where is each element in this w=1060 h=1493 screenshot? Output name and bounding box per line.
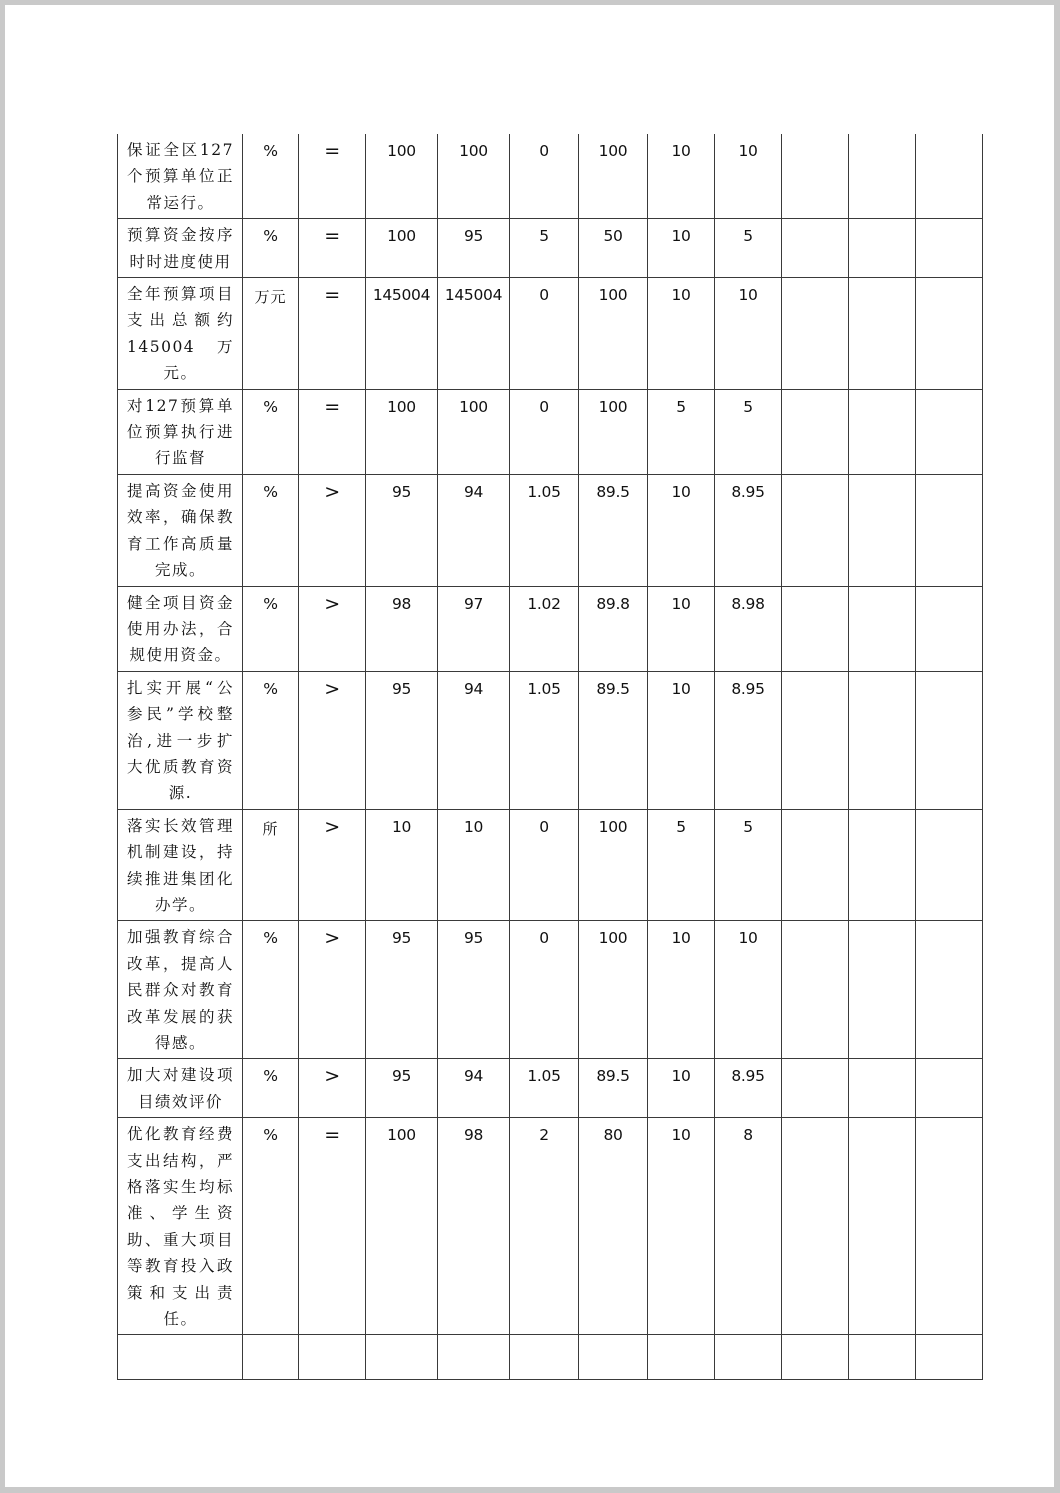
empty-cell bbox=[916, 474, 983, 586]
value-cell-v3: 0 bbox=[510, 134, 579, 219]
value-cell-v2: 100 bbox=[438, 134, 510, 219]
value-cell-v2: 98 bbox=[438, 1118, 510, 1335]
value-cell-v5: 10 bbox=[648, 474, 715, 586]
indicator-description-cell: 预算资金按序时时进度使用 bbox=[118, 219, 243, 278]
value-cell-v3: 0 bbox=[510, 921, 579, 1059]
empty-cell bbox=[782, 134, 849, 219]
empty-cell bbox=[782, 219, 849, 278]
indicator-description-cell: 提高资金使用效率，确保教育工作高质量完成。 bbox=[118, 474, 243, 586]
comparison-cell: = bbox=[299, 219, 366, 278]
value-cell-v1: 100 bbox=[366, 219, 438, 278]
value-cell-v3: 0 bbox=[510, 278, 579, 390]
empty-cell bbox=[849, 278, 916, 390]
value-cell-v1: 100 bbox=[366, 1118, 438, 1335]
value-cell-v1: 145004 bbox=[366, 278, 438, 390]
comparison-cell: = bbox=[299, 389, 366, 474]
table-body bbox=[118, 134, 983, 1380]
empty-cell bbox=[782, 809, 849, 921]
value-cell-v5: 10 bbox=[648, 219, 715, 278]
value-cell-v3: 0 bbox=[510, 389, 579, 474]
indicator-description-cell: 保证全区127个预算单位正常运行。 bbox=[118, 134, 243, 219]
value-cell-v4: 89.5 bbox=[579, 671, 648, 809]
value-cell-v5: 10 bbox=[648, 1118, 715, 1335]
comparison-cell: > bbox=[299, 809, 366, 921]
value-cell-v6: 8.98 bbox=[715, 586, 782, 671]
blank-row bbox=[118, 1335, 983, 1380]
unit-cell: % bbox=[243, 586, 299, 671]
value-cell-v6: 8.95 bbox=[715, 474, 782, 586]
indicator-description-cell: 全年预算项目支出总额约145004万元。 bbox=[118, 278, 243, 390]
empty-cell bbox=[849, 809, 916, 921]
table-row bbox=[118, 671, 983, 809]
empty-cell bbox=[849, 134, 916, 219]
empty-cell bbox=[579, 1335, 648, 1380]
value-cell-v6: 8 bbox=[715, 1118, 782, 1335]
empty-cell bbox=[916, 278, 983, 390]
empty-cell bbox=[782, 278, 849, 390]
value-cell-v4: 50 bbox=[579, 219, 648, 278]
value-cell-v3: 1.05 bbox=[510, 671, 579, 809]
empty-cell bbox=[438, 1335, 510, 1380]
value-cell-v4: 100 bbox=[579, 278, 648, 390]
value-cell-v4: 89.5 bbox=[579, 1059, 648, 1118]
empty-cell bbox=[916, 389, 983, 474]
value-cell-v5: 10 bbox=[648, 671, 715, 809]
value-cell-v5: 10 bbox=[648, 134, 715, 219]
value-cell-v2: 97 bbox=[438, 586, 510, 671]
value-cell-v5: 5 bbox=[648, 809, 715, 921]
empty-cell bbox=[849, 1335, 916, 1380]
table-row bbox=[118, 474, 983, 586]
empty-cell bbox=[916, 586, 983, 671]
empty-cell bbox=[849, 219, 916, 278]
value-cell-v6: 5 bbox=[715, 219, 782, 278]
empty-cell bbox=[118, 1335, 243, 1380]
unit-cell: % bbox=[243, 389, 299, 474]
value-cell-v6: 5 bbox=[715, 809, 782, 921]
value-cell-v2: 95 bbox=[438, 219, 510, 278]
indicator-description-cell: 对127预算单位预算执行进行监督 bbox=[118, 389, 243, 474]
empty-cell bbox=[849, 474, 916, 586]
empty-cell bbox=[782, 389, 849, 474]
table-row bbox=[118, 1118, 983, 1335]
value-cell-v6: 5 bbox=[715, 389, 782, 474]
table-row bbox=[118, 389, 983, 474]
empty-cell bbox=[782, 1335, 849, 1380]
value-cell-v2: 145004 bbox=[438, 278, 510, 390]
unit-cell: % bbox=[243, 219, 299, 278]
value-cell-v4: 100 bbox=[579, 134, 648, 219]
indicator-description-cell: 扎实开展“公参民”学校整治,进一步扩大优质教育资源. bbox=[118, 671, 243, 809]
comparison-cell: > bbox=[299, 474, 366, 586]
value-cell-v3: 0 bbox=[510, 809, 579, 921]
value-cell-v3: 1.05 bbox=[510, 474, 579, 586]
empty-cell bbox=[299, 1335, 366, 1380]
table-row bbox=[118, 219, 983, 278]
empty-cell bbox=[849, 1118, 916, 1335]
empty-cell bbox=[849, 1059, 916, 1118]
empty-cell bbox=[849, 671, 916, 809]
value-cell-v2: 10 bbox=[438, 809, 510, 921]
value-cell-v4: 100 bbox=[579, 389, 648, 474]
value-cell-v4: 100 bbox=[579, 809, 648, 921]
unit-cell: % bbox=[243, 671, 299, 809]
empty-cell bbox=[916, 1118, 983, 1335]
value-cell-v2: 100 bbox=[438, 389, 510, 474]
empty-cell bbox=[715, 1335, 782, 1380]
value-cell-v6: 10 bbox=[715, 134, 782, 219]
empty-cell bbox=[916, 134, 983, 219]
empty-cell bbox=[782, 474, 849, 586]
empty-cell bbox=[510, 1335, 579, 1380]
empty-cell bbox=[849, 586, 916, 671]
empty-cell bbox=[782, 1118, 849, 1335]
comparison-cell: > bbox=[299, 921, 366, 1059]
value-cell-v6: 8.95 bbox=[715, 1059, 782, 1118]
table-row bbox=[118, 921, 983, 1059]
value-cell-v1: 100 bbox=[366, 389, 438, 474]
value-cell-v3: 2 bbox=[510, 1118, 579, 1335]
table-row bbox=[118, 1059, 983, 1118]
unit-cell: % bbox=[243, 134, 299, 219]
unit-cell: % bbox=[243, 1118, 299, 1335]
value-cell-v5: 10 bbox=[648, 921, 715, 1059]
empty-cell bbox=[782, 921, 849, 1059]
indicator-description-cell: 加强教育综合改革，提高人民群众对教育改革发展的获得感。 bbox=[118, 921, 243, 1059]
empty-cell bbox=[243, 1335, 299, 1380]
unit-cell: 所 bbox=[243, 809, 299, 921]
empty-cell bbox=[648, 1335, 715, 1380]
value-cell-v2: 94 bbox=[438, 474, 510, 586]
value-cell-v2: 94 bbox=[438, 671, 510, 809]
value-cell-v3: 1.02 bbox=[510, 586, 579, 671]
value-cell-v4: 100 bbox=[579, 921, 648, 1059]
unit-cell: % bbox=[243, 1059, 299, 1118]
value-cell-v1: 95 bbox=[366, 671, 438, 809]
comparison-cell: = bbox=[299, 1118, 366, 1335]
empty-cell bbox=[782, 671, 849, 809]
value-cell-v1: 100 bbox=[366, 134, 438, 219]
value-cell-v6: 10 bbox=[715, 921, 782, 1059]
comparison-cell: = bbox=[299, 134, 366, 219]
comparison-cell: = bbox=[299, 278, 366, 390]
comparison-cell: > bbox=[299, 671, 366, 809]
comparison-cell: > bbox=[299, 1059, 366, 1118]
unit-cell: % bbox=[243, 474, 299, 586]
value-cell-v2: 94 bbox=[438, 1059, 510, 1118]
empty-cell bbox=[916, 671, 983, 809]
empty-cell bbox=[916, 1059, 983, 1118]
value-cell-v1: 95 bbox=[366, 474, 438, 586]
value-cell-v2: 95 bbox=[438, 921, 510, 1059]
value-cell-v4: 89.5 bbox=[579, 474, 648, 586]
empty-cell bbox=[782, 586, 849, 671]
empty-cell bbox=[916, 921, 983, 1059]
empty-cell bbox=[916, 1335, 983, 1380]
empty-cell bbox=[366, 1335, 438, 1380]
unit-cell: 万元 bbox=[243, 278, 299, 390]
value-cell-v4: 89.8 bbox=[579, 586, 648, 671]
value-cell-v1: 95 bbox=[366, 1059, 438, 1118]
empty-cell bbox=[849, 389, 916, 474]
table-row bbox=[118, 134, 983, 219]
indicator-description-cell: 加大对建设项目绩效评价 bbox=[118, 1059, 243, 1118]
value-cell-v4: 80 bbox=[579, 1118, 648, 1335]
value-cell-v6: 8.95 bbox=[715, 671, 782, 809]
unit-cell: % bbox=[243, 921, 299, 1059]
empty-cell bbox=[916, 809, 983, 921]
comparison-cell: > bbox=[299, 586, 366, 671]
value-cell-v6: 10 bbox=[715, 278, 782, 390]
value-cell-v1: 98 bbox=[366, 586, 438, 671]
table-row bbox=[118, 809, 983, 921]
value-cell-v1: 95 bbox=[366, 921, 438, 1059]
empty-cell bbox=[782, 1059, 849, 1118]
value-cell-v5: 10 bbox=[648, 1059, 715, 1118]
table-row bbox=[118, 586, 983, 671]
value-cell-v5: 10 bbox=[648, 278, 715, 390]
value-cell-v3: 1.05 bbox=[510, 1059, 579, 1118]
indicator-description-cell: 健全项目资金使用办法，合规使用资金。 bbox=[118, 586, 243, 671]
performance-indicator-table bbox=[117, 134, 983, 1380]
value-cell-v1: 10 bbox=[366, 809, 438, 921]
document-page bbox=[5, 5, 1054, 1487]
indicator-description-cell: 优化教育经费支出结构，严格落实生均标准、学生资助、重大项目等教育投入政策和支出责任。 bbox=[118, 1118, 243, 1335]
empty-cell bbox=[916, 219, 983, 278]
value-cell-v5: 5 bbox=[648, 389, 715, 474]
value-cell-v5: 10 bbox=[648, 586, 715, 671]
indicator-description-cell: 落实长效管理机制建设，持续推进集团化办学。 bbox=[118, 809, 243, 921]
value-cell-v3: 5 bbox=[510, 219, 579, 278]
empty-cell bbox=[849, 921, 916, 1059]
table-row bbox=[118, 278, 983, 390]
